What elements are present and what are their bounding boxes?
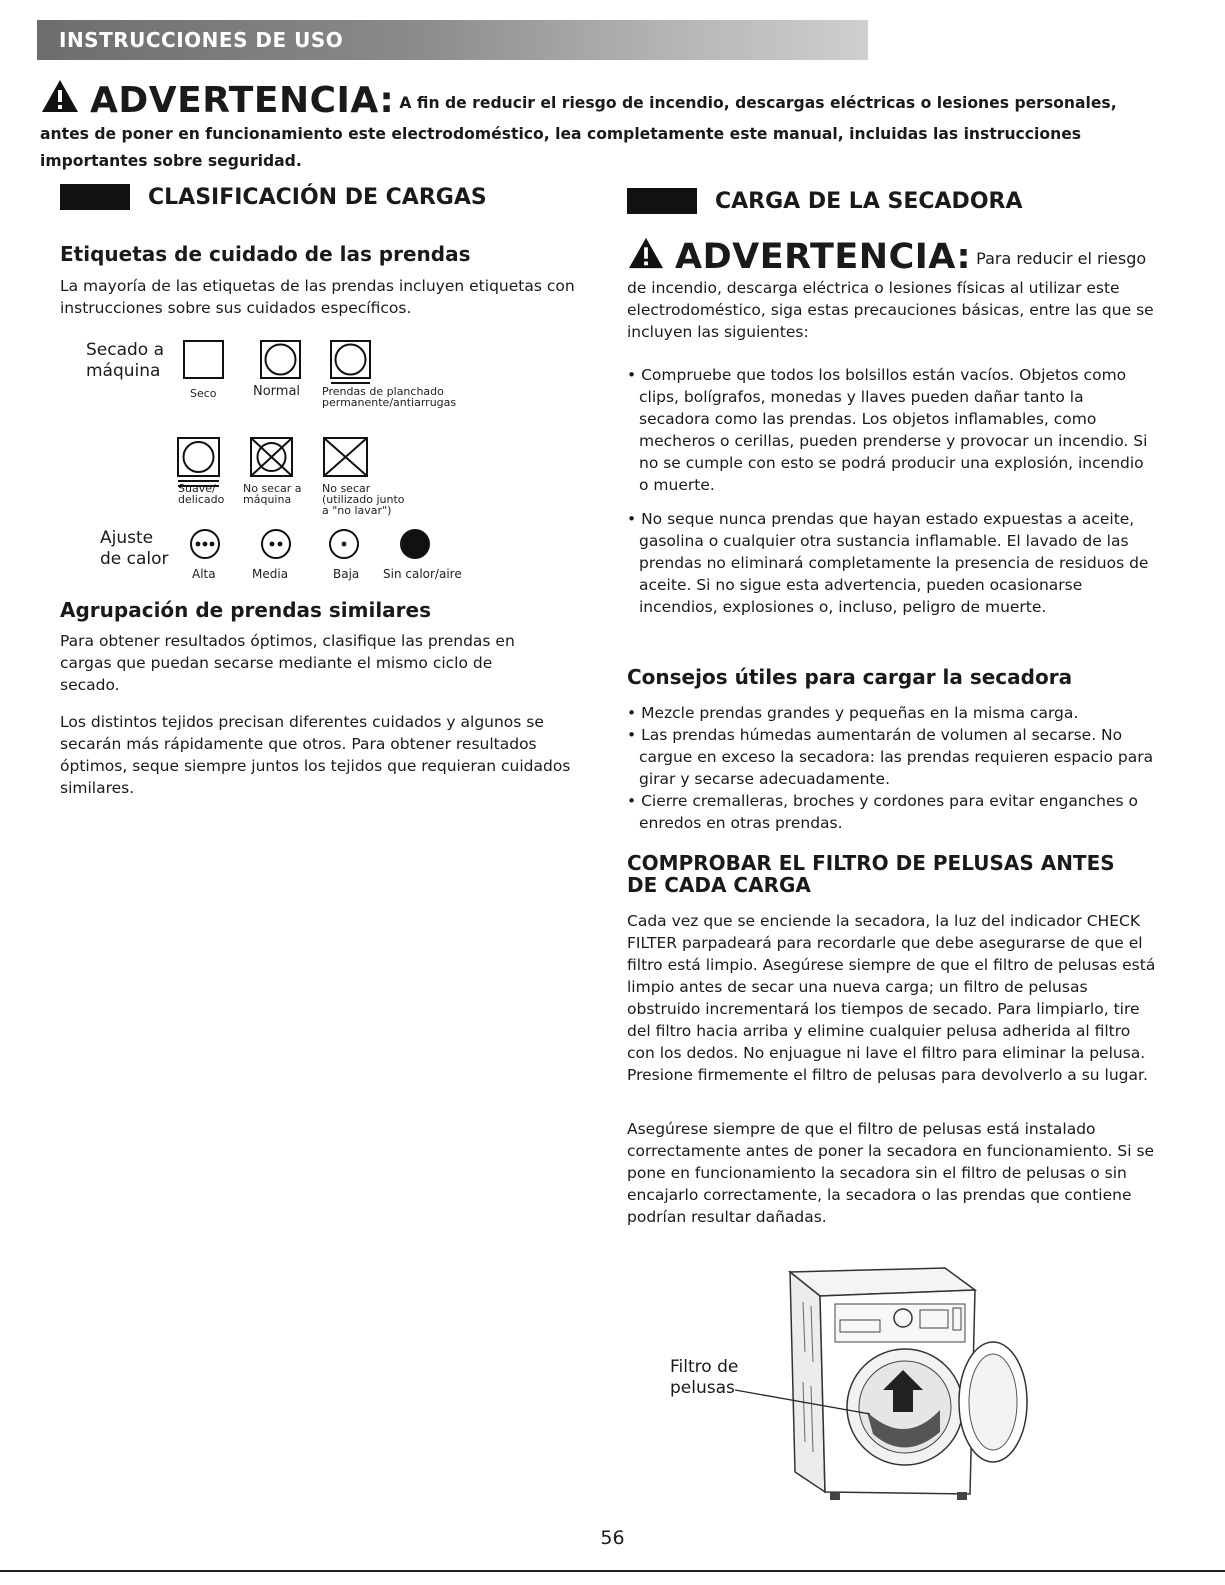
low-label: Baja [333,567,360,581]
do-not-dry-icon [323,437,369,479]
do-not-tumble-dry-icon [250,437,294,479]
warning-bullets [627,364,1157,618]
dry-label: Seco [190,387,217,400]
no-heat-label: Sin calor/aire [383,567,462,581]
no-heat-icon [399,528,431,560]
tips-list [627,702,1157,834]
top-warning-text: A fin de reducir el riesgo de incendio, descargas eléctricas o lesiones personales, antes de poner en funcionamiento este electrodoméstico, lea completamente este manual, incluidas las instrucciones importantes sobre seguridad. [40,94,1117,170]
section-marker [627,188,697,214]
high-label: Alta [192,567,216,581]
no-dry-label: No secar (utilizado junto a "no lavar") [322,482,405,517]
warning-triangle-icon [627,236,665,270]
tumble-dry-normal-icon [260,340,302,380]
normal-label: Normal [253,384,301,399]
grouping-paragraph-1: Para obtener resultados óptimos, clasifique las prendas en cargas que puedan secarse mediante el mismo ciclo de secado. [60,632,515,694]
loading-warning-lead: Para reducir el riesgo [976,249,1147,268]
top-warning [40,78,1170,175]
figure-label: Filtro de pelusas [670,1357,739,1398]
dryer-illustration [735,1262,1035,1507]
header-bar [37,20,868,60]
grouping-heading: Agrupación de prendas similares [60,598,432,622]
gentle-label: Suave/ delicado [178,482,225,506]
grouping-paragraph-2: Los distintos tejidos precisan diferentes cuidados y algunos se secarán más rápidamente que otros. Para obtener resultados óptimos, seque siempre juntos los tejidos que requieran cuidados similares. [60,713,571,797]
page-number: 56 [600,1527,625,1549]
low-heat-icon [328,528,360,560]
heat-setting-label: Ajuste de calor [100,528,169,569]
list-item: • Compruebe que todos los bolsillos están vacíos. Objetos como clips, bolígrafos, monedas y llaves pueden dañar tanto la secadora como las prendas. Los objetos inflamables, como mecheros o cerillas, pueden prenderse y provocar un incendio. Si no se cumple con esto se podrá producir una explosión, incendio o muerte. [627,366,1148,494]
care-labels-text: La mayoría de las etiquetas de las prendas incluyen etiquetas con instrucciones sobre sus cuidados específicos. [60,277,575,317]
list-item: • Mezcle prendas grandes y pequeñas en la misma carga. [627,704,1079,722]
top-warning-title: ADVERTENCIA: [90,80,395,121]
filter-paragraph-1: Cada vez que se enciende la secadora, la luz del indicador CHECK FILTER parpadeará para recordarle que debe asegurarse de que el filtro está limpio. Asegúrese siempre de que el filtro de pelusas está limpio antes de secar una nueva carga; un filtro de pelusas obstruido incrementará los tiempos de secado. Para limpiarlo, tire del filtro hacia arriba y elimine cualquier pelusa adherida al filtro con los dedos. No enjuague ni lave el filtro para eliminar la pelusa. Presione firmemente el filtro de pelusas para devolverlo a su lugar. [627,912,1156,1084]
machine-dry-label: Secado a máquina [86,340,165,381]
medium-heat-icon [260,528,292,560]
warning-triangle-icon [40,78,80,114]
no-machine-dry-label: No secar a máquina [243,482,302,506]
tips-heading: Consejos útiles para cargar la secadora [627,665,1073,689]
list-item: • No seque nunca prendas que hayan estado expuestas a aceite, gasolina o cualquier otra sustancia inflamable. El lavado de las prendas no eliminará completamente la presencia de residuos de aceite. Si no sigue esta advertencia, pueden ocasionarse incendios, explosiones o, incluso, peligro de muerte. [627,510,1149,616]
loading-warning [627,236,1167,277]
section-marker [60,184,130,210]
header-bar-title: INSTRUCCIONES DE USO [59,28,344,52]
list-item: • Las prendas húmedas aumentarán de volumen al secarse. No cargue en exceso la secadora: las prendas requieren espacio para girar y secarse adecuadamente. [627,726,1154,788]
high-heat-icon [189,528,221,560]
filter-paragraph-2: Asegúrese siempre de que el filtro de pelusas está instalado correctamente antes de poner la secadora en funcionamiento. Si se pone en funcionamiento la secadora sin el filtro de pelusas o sin encajarlo correctamente, la secadora o las prendas que contiene podrían resultar dañadas. [627,1120,1155,1226]
permanent-press-icon [330,340,372,386]
medium-label: Media [252,567,289,581]
loading-warning-title: ADVERTENCIA: [675,237,972,277]
loading-warning-text: de incendio, descarga eléctrica o lesiones físicas al utilizar este electrodoméstico, siga estas precauciones básicas, entre las que se incluyen las siguientes: [627,279,1154,341]
filter-heading: COMPROBAR EL FILTRO DE PELUSAS ANTES DE CADA CARGA [627,851,1115,897]
section-title-loading: CARGA DE LA SECADORA [627,188,1022,214]
bottom-rule [0,1570,1225,1572]
tumble-dry-icon [183,340,225,380]
permanent-press-label: Prendas de planchado permanente/antiarrugas [322,385,457,409]
section-title-sorting: CLASIFICACIÓN DE CARGAS [60,184,487,210]
list-item: • Cierre cremalleras, broches y cordones para evitar enganches o enredos en otras prendas. [627,792,1139,832]
care-labels-heading: Etiquetas de cuidado de las prendas [60,242,471,266]
